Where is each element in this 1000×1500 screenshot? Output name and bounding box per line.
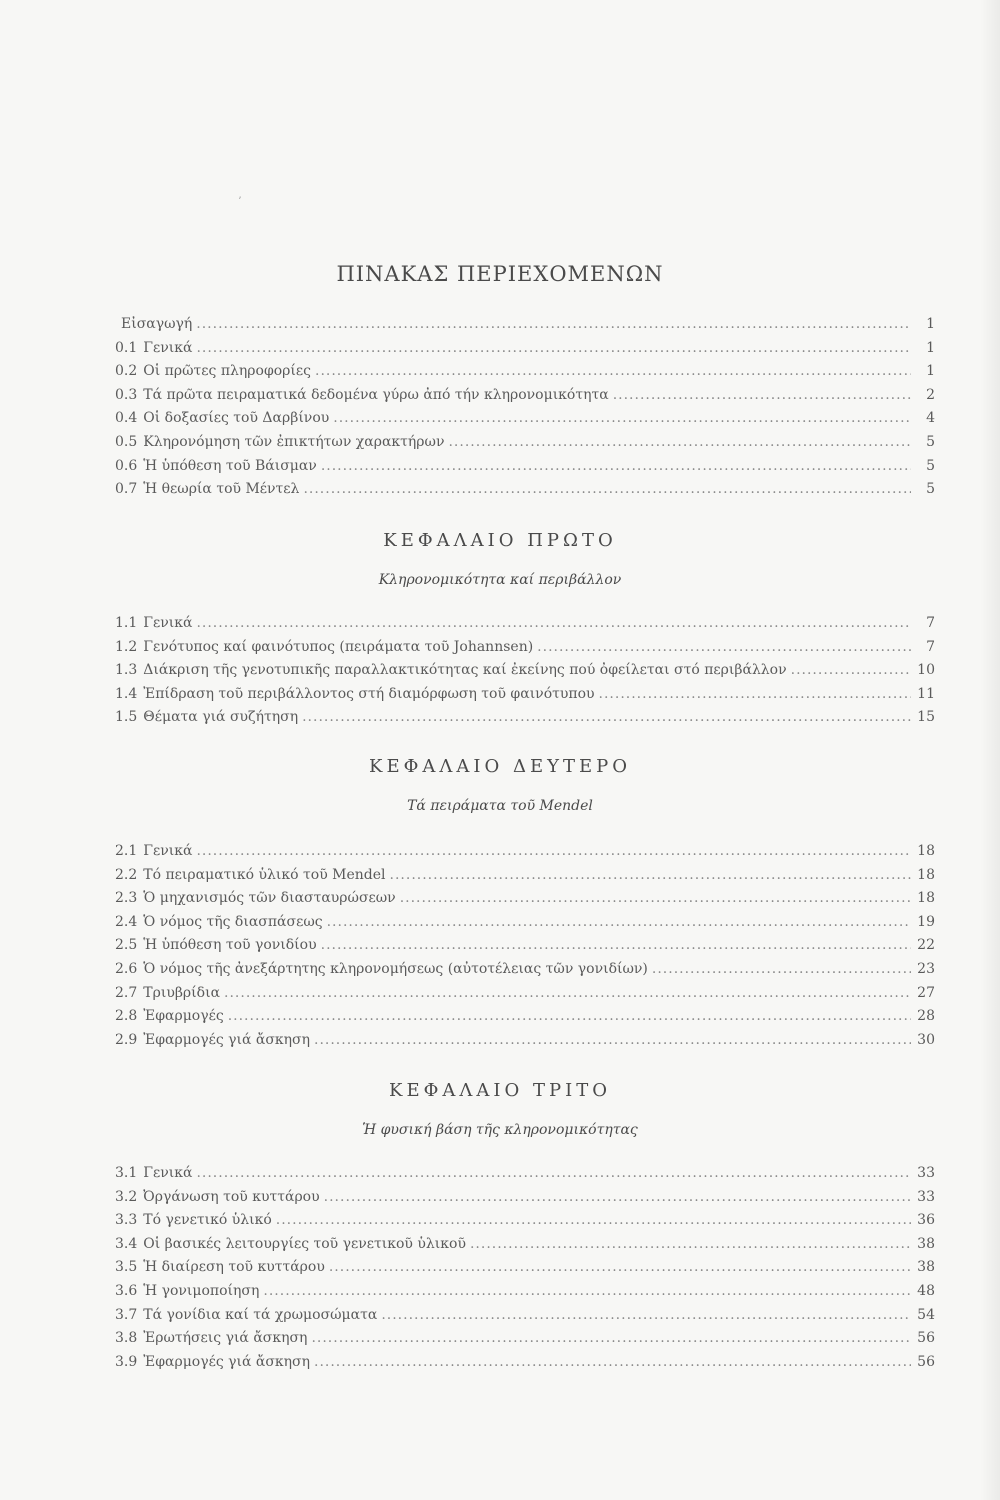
toc-entry-number: 1.1 xyxy=(115,615,138,631)
toc-entry-number: 3.8 xyxy=(115,1330,138,1347)
chapter-3-title: ΚΕΦΑΛΑΙΟ ΤΡΙΤΟ xyxy=(389,1080,611,1101)
dot-leader xyxy=(448,431,911,455)
page-edge-shadow xyxy=(980,0,1000,1500)
dot-leader xyxy=(652,958,911,982)
toc-entry-text: Ἐφαρμογές γιά ἄσκηση xyxy=(143,1031,310,1048)
toc-entry-text: Γενικά xyxy=(143,843,193,859)
dot-leader xyxy=(311,1327,911,1351)
toc-entry xyxy=(115,1186,935,1210)
toc-entry-page-number: 36 xyxy=(917,1212,935,1229)
toc-entry-text: Ἡ γονιμοποίηση xyxy=(143,1282,260,1299)
dot-leader xyxy=(599,683,911,707)
toc-entry xyxy=(115,384,935,408)
toc-entry xyxy=(115,659,935,683)
toc-entry-page-number: 1 xyxy=(926,363,935,380)
toc-entry xyxy=(115,683,935,707)
toc-entry xyxy=(115,887,935,911)
toc-entry-text: Ἐφαρμογές γιά ἄσκηση xyxy=(143,1353,310,1370)
toc-entry xyxy=(115,1233,935,1257)
toc-entry-page-number: 23 xyxy=(917,960,935,977)
toc-entry-number: 1.2 xyxy=(115,638,138,655)
dot-leader xyxy=(196,1162,911,1186)
toc-entry xyxy=(115,313,935,337)
toc-entry-page-number: 56 xyxy=(917,1330,935,1347)
dot-leader xyxy=(315,360,911,384)
toc-entry-number: 2.8 xyxy=(115,1008,138,1025)
page-title: ΠΙΝΑΚΑΣ ΠΕΡΙΕΧΟΜΕΝΩΝ xyxy=(336,262,664,286)
toc-entry xyxy=(115,982,935,1006)
dot-leader xyxy=(228,1005,911,1029)
toc-entry-page-number: 33 xyxy=(917,1165,935,1181)
toc-entry-number: 2.9 xyxy=(115,1031,138,1048)
toc-entry-page-number: 5 xyxy=(926,457,935,474)
chapter-3-toc-list xyxy=(115,1162,935,1374)
toc-entry-page-number: 15 xyxy=(917,709,935,726)
dot-leader xyxy=(196,313,911,337)
toc-entry-page-number: 33 xyxy=(917,1188,935,1205)
toc-entry-number: 2.7 xyxy=(115,984,138,1001)
dot-leader xyxy=(276,1209,911,1233)
toc-entry-text: Θέματα γιά συζήτηση xyxy=(143,709,299,726)
toc-entry-text: Εἰσαγωγή xyxy=(121,316,193,332)
toc-entry-text: Τά γονίδια καί τά χρωμοσώματα xyxy=(143,1306,378,1323)
chapter-1-title: ΚΕΦΑΛΑΙΟ ΠΡΩΤΟ xyxy=(383,530,617,551)
toc-entry xyxy=(115,455,935,479)
toc-entry-page-number: 5 xyxy=(926,481,935,498)
toc-entry-number: 0.1 xyxy=(115,339,138,356)
dot-leader xyxy=(791,659,911,683)
dot-leader xyxy=(196,612,911,636)
toc-entry-number: 1.4 xyxy=(115,685,138,702)
toc-entry-number: 0.3 xyxy=(115,386,138,403)
dot-leader xyxy=(196,840,911,864)
dot-leader xyxy=(613,384,911,408)
toc-entry-page-number: 38 xyxy=(917,1235,935,1252)
toc-entry-number: 3.9 xyxy=(115,1353,138,1370)
toc-entry-number: 1.3 xyxy=(115,662,138,679)
toc-entry-number: 0.6 xyxy=(115,457,138,474)
toc-entry-page-number: 18 xyxy=(917,843,935,859)
toc-entry xyxy=(115,934,935,958)
toc-entry-number: 0.2 xyxy=(115,363,138,380)
toc-entry-text: Τριυβρίδια xyxy=(143,984,221,1001)
toc-entry-text: Οἱ πρῶτες πληροφορίες xyxy=(143,363,311,380)
toc-entry xyxy=(115,958,935,982)
dot-leader xyxy=(321,455,911,479)
toc-entry-page-number: 7 xyxy=(926,638,935,655)
toc-entry-page-number: 11 xyxy=(917,685,935,702)
toc-entry-number: 0.5 xyxy=(115,433,138,450)
chapter-2-title: ΚΕΦΑΛΑΙΟ ΔΕΥΤΕΡΟ xyxy=(369,756,631,777)
toc-entry-text: Γενικά xyxy=(143,1165,193,1181)
toc-entry-number: 2.3 xyxy=(115,890,138,907)
dot-leader xyxy=(303,478,911,502)
toc-entry-page-number: 10 xyxy=(917,662,935,679)
dot-leader xyxy=(329,1256,911,1280)
toc-entry-number: 3.6 xyxy=(115,1282,138,1299)
toc-entry-number: 3.1 xyxy=(115,1165,138,1181)
toc-entry-number: 2.6 xyxy=(115,960,138,977)
dot-leader xyxy=(327,911,911,935)
toc-entry-text: Ἐπίδραση τοῦ περιβάλλοντος στή διαμόρφωση τοῦ φαινότυπου xyxy=(143,685,595,702)
dot-leader xyxy=(224,982,911,1006)
toc-entry-page-number: 18 xyxy=(917,866,935,883)
dot-leader xyxy=(400,887,911,911)
toc-entry-page-number: 7 xyxy=(926,615,935,631)
toc-entry-page-number: 56 xyxy=(917,1353,935,1370)
toc-entry-text: Ὀργάνωση τοῦ κυττάρου xyxy=(143,1188,320,1205)
toc-entry-text: Γενότυπος καί φαινότυπος (πειράματα τοῦ Johannsen) xyxy=(143,638,534,655)
toc-entry xyxy=(115,840,935,864)
toc-entry-text: Τό πειραματικό ὑλικό τοῦ Mendel xyxy=(143,866,386,883)
chapter-1-subtitle: Κληρονομικότητα καί περιβάλλον xyxy=(378,572,622,588)
toc-entry xyxy=(115,337,935,361)
toc-entry xyxy=(115,864,935,888)
toc-entry xyxy=(115,1351,935,1375)
toc-entry-page-number: 28 xyxy=(917,1008,935,1025)
dot-leader xyxy=(333,407,911,431)
toc-entry-number: 0.4 xyxy=(115,410,138,427)
toc-entry-number: 3.4 xyxy=(115,1235,138,1252)
dot-leader xyxy=(381,1304,911,1328)
toc-entry-number: 3.5 xyxy=(115,1259,138,1276)
toc-entry-page-number: 27 xyxy=(917,984,935,1001)
toc-entry-number: 2.2 xyxy=(115,866,138,883)
toc-entry xyxy=(115,1256,935,1280)
toc-entry-page-number: 19 xyxy=(917,913,935,930)
toc-entry-text: Ὁ νόμος τῆς διασπάσεως xyxy=(143,913,323,930)
toc-entry-text: Ἐφαρμογές xyxy=(143,1008,224,1025)
toc-entry xyxy=(115,706,935,730)
dot-leader xyxy=(302,706,911,730)
dot-leader xyxy=(470,1233,911,1257)
stray-mark: ʼ xyxy=(238,196,242,207)
dot-leader xyxy=(390,864,911,888)
toc-entry-text: Γενικά xyxy=(143,339,193,356)
toc-entry-text: Τό γενετικό ὑλικό xyxy=(143,1212,272,1229)
dot-leader xyxy=(537,636,911,660)
toc-entry xyxy=(115,1162,935,1186)
toc-entry-page-number: 22 xyxy=(917,937,935,954)
toc-entry-text: Ἐρωτήσεις γιά ἄσκηση xyxy=(143,1330,308,1347)
toc-entry-number: 2.1 xyxy=(115,843,138,859)
chapter-3-subtitle: Ἡ φυσική βάση τῆς κληρονομικότητας xyxy=(362,1122,638,1138)
toc-entry-page-number: 2 xyxy=(926,386,935,403)
toc-entry-text: Κληρονόμηση τῶν ἐπικτήτων χαρακτήρων xyxy=(143,433,445,450)
toc-entry xyxy=(115,1209,935,1233)
intro-toc-list xyxy=(115,313,935,502)
toc-entry-text: Ἡ θεωρία τοῦ Μέντελ xyxy=(143,481,300,498)
toc-entry-number: 3.7 xyxy=(115,1306,138,1323)
toc-entry-page-number: 5 xyxy=(926,433,935,450)
toc-entry xyxy=(115,478,935,502)
toc-entry-page-number: 1 xyxy=(926,316,935,332)
toc-entry-page-number: 4 xyxy=(926,410,935,427)
toc-entry xyxy=(115,1327,935,1351)
toc-entry xyxy=(115,911,935,935)
toc-entry-text: Ἡ ὑπόθεση τοῦ Βάισμαν xyxy=(143,457,317,474)
toc-entry xyxy=(115,1029,935,1053)
chapter-2-subtitle: Τά πειράματα τοῦ Mendel xyxy=(407,798,593,814)
dot-leader xyxy=(321,934,911,958)
toc-entry xyxy=(115,407,935,431)
toc-entry-text: Οἱ δοξασίες τοῦ Δαρβίνου xyxy=(143,410,330,427)
toc-entry-page-number: 30 xyxy=(917,1031,935,1048)
toc-entry xyxy=(115,636,935,660)
toc-entry-number: 2.5 xyxy=(115,937,138,954)
toc-entry xyxy=(115,1005,935,1029)
toc-entry-number: 0.7 xyxy=(115,481,138,498)
dot-leader xyxy=(324,1186,911,1210)
chapter-1-toc-list xyxy=(115,612,935,730)
toc-entry-text: Ὁ νόμος τῆς ἀνεξάρτητης κληρονομήσεως (αὐτοτέλειας τῶν γονιδίων) xyxy=(143,960,648,977)
toc-entry-page-number: 48 xyxy=(917,1282,935,1299)
toc-entry xyxy=(115,431,935,455)
toc-entry xyxy=(115,1304,935,1328)
dot-leader xyxy=(196,337,911,361)
toc-entry-number: 2.4 xyxy=(115,913,138,930)
toc-entry-text: Ἡ ὑπόθεση τοῦ γονιδίου xyxy=(143,937,317,954)
toc-entry-page-number: 1 xyxy=(926,339,935,356)
toc-entry-number: 3.2 xyxy=(115,1188,138,1205)
toc-entry-number: 3.3 xyxy=(115,1212,138,1229)
toc-entry-text: Γενικά xyxy=(143,615,193,631)
dot-leader xyxy=(263,1280,911,1304)
toc-entry-text: Τά πρῶτα πειραματικά δεδομένα γύρω ἀπό τήν κληρονομικότητα xyxy=(143,386,609,403)
toc-entry-page-number: 38 xyxy=(917,1259,935,1276)
toc-entry-number: 1.5 xyxy=(115,709,138,726)
toc-entry xyxy=(115,360,935,384)
chapter-2-toc-list xyxy=(115,840,935,1052)
dot-leader xyxy=(314,1351,911,1375)
toc-entry-text: Ὁ μηχανισμός τῶν διασταυρώσεων xyxy=(143,890,396,907)
toc-entry-text: Ἡ διαίρεση τοῦ κυττάρου xyxy=(143,1259,325,1276)
toc-entry-page-number: 18 xyxy=(917,890,935,907)
toc-entry xyxy=(115,1280,935,1304)
toc-entry-text: Οἱ βασικές λειτουργίες τοῦ γενετικοῦ ὑλικοῦ xyxy=(143,1235,466,1252)
toc-entry-text: Διάκριση τῆς γενοτυπικῆς παραλλακτικότητας καί ἐκείνης πού ὀφείλεται στό περιβάλλον xyxy=(143,662,787,679)
toc-entry xyxy=(115,612,935,636)
toc-entry-page-number: 54 xyxy=(917,1306,935,1323)
dot-leader xyxy=(314,1029,911,1053)
